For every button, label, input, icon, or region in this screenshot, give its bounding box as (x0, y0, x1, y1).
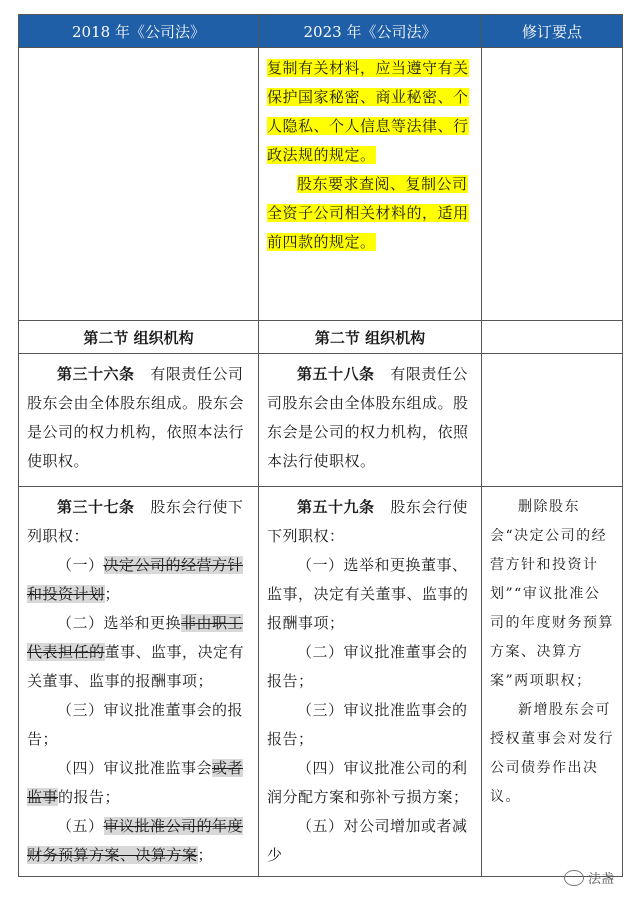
watermark-text: 法盏 (587, 872, 614, 887)
deleted-text: 非由职工代表担任的 (27, 614, 244, 661)
article-number: 第三十六条 (57, 365, 135, 383)
article-number: 第三十七条 (57, 498, 135, 516)
row1-col3 (482, 48, 623, 321)
section-title-2018: 第二节 组织机构 (19, 321, 259, 354)
article-number: 第五十八条 (297, 365, 375, 383)
row3-col1 (19, 354, 259, 487)
section-row (19, 321, 623, 354)
table-row (19, 354, 623, 487)
item-label: （一） (57, 556, 104, 574)
deleted-text: 或者监事 (27, 759, 244, 806)
article-text: 股东会行使下列职权： (267, 498, 468, 545)
item-text: （二）选举和更换 (57, 614, 182, 632)
article-text: 有限责任公司股东会由全体股东组成。股东会是公司的权力机构，依照本法行使职权。 (27, 365, 245, 470)
article-text: 有限责任公司股东会由全体股东组成。股东会是公司的权力机构，依照本法行使职权。 (267, 365, 469, 470)
wechat-icon (564, 870, 584, 886)
row4-col2 (259, 487, 482, 877)
table-row (19, 487, 623, 877)
section-title-2023: 第二节 组织机构 (259, 321, 482, 354)
header-revision-points: 修订要点 (482, 15, 623, 48)
item-text: （二）审议批准董事会的报告； (267, 643, 468, 690)
article-number: 第五十九条 (297, 498, 375, 516)
deleted-text: 决定公司的经营方针和投资计划 (27, 556, 244, 603)
item-text: 的报告； (58, 788, 121, 806)
section-col3 (482, 321, 623, 354)
item-text: （五）对公司增加或者减少 (267, 817, 468, 864)
highlighted-text: 股东要求查阅、复制公司全资子公司相关材料的，适用前四款的规定。 (267, 175, 469, 251)
item-text: ； (104, 585, 121, 603)
item-text: ； (197, 846, 214, 864)
item-label: （五） (57, 817, 104, 835)
item-text: （三）审议批准监事会的报告； (267, 701, 468, 748)
deleted-text: 审议批准公司的年度财务预算方案、决算方案 (27, 817, 244, 864)
revision-note: 新增股东会可授权董事会对发行公司债券作出决议。 (490, 702, 614, 805)
item-text: 董事、监事，决定有关董事、监事的报酬事项； (27, 643, 245, 690)
row4-col1 (19, 487, 259, 877)
table-row (19, 48, 623, 321)
highlighted-text: 复制有关材料，应当遵守有关保护国家秘密、商业秘密、个人隐私、个人信息等法律、行政法规的规定。 (267, 59, 469, 164)
article-text: 股东会行使下列职权： (27, 498, 244, 545)
comparison-table (18, 14, 623, 877)
table-header-row (19, 15, 623, 48)
header-2018: 2018 年《公司法》 (19, 15, 259, 48)
row1-col1 (19, 48, 259, 321)
item-text: （三）审议批准董事会的报告； (27, 701, 244, 748)
watermark (564, 868, 614, 887)
item-text: （四）审议批准公司的利润分配方案和弥补亏损方案； (267, 759, 469, 806)
header-2023: 2023 年《公司法》 (259, 15, 482, 48)
revision-note: 删除股东会“决定公司的经营方针和投资计划”“审议批准公司的年度财务预算方案、决算方案”两项职权； (490, 499, 614, 689)
row3-col2 (259, 354, 482, 487)
row3-col3 (482, 354, 623, 487)
item-text: （四）审议批准监事会 (57, 759, 213, 777)
row4-col3 (482, 487, 623, 877)
row1-col2 (259, 48, 482, 321)
item-text: （一）选举和更换董事、监事，决定有关董事、监事的报酬事项； (267, 556, 469, 632)
